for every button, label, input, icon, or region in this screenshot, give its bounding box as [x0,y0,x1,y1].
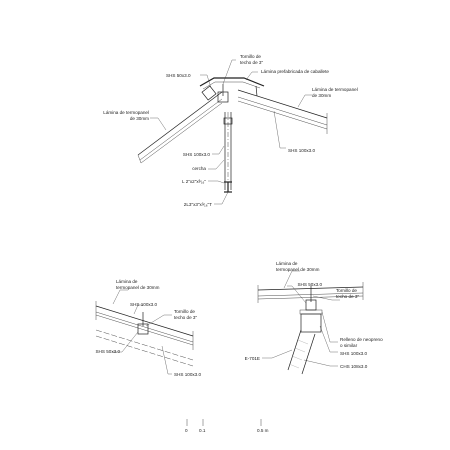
leader [223,60,236,84]
truss-post [224,112,232,190]
scale-bar [185,419,269,433]
leader [298,95,312,107]
neoprene-pad [300,310,322,314]
label-lamina-right: Lámina de termopanel de 30mm [312,87,358,98]
leader [262,350,292,358]
leader [150,118,166,130]
leader [274,111,286,148]
leader [214,192,228,204]
leader [113,290,128,304]
label-shs-100: SHS 100x3.0 [340,351,368,356]
shs-100-post-head [301,314,321,332]
label-shs-100-bottom: SHS 100x3.0 [174,372,202,377]
label-lamina-left: Lámina de termopanel de 30mm [103,110,149,121]
scale-tick-0: 0 [185,428,188,433]
label-cercha: cercha [192,166,206,171]
label-tornillo: Tornillo de techo de 3" [240,54,264,65]
label-shs-100-right: SHS 100x3.0 [288,148,316,153]
leader [212,146,224,154]
label-lamina-caballete: Lámina prefabricada de caballete [261,69,329,74]
label-shs-100-left: SHS 100x3.0 [182,152,210,157]
label-angle-bottom: 2L3"x3"x³⁄₁₆"T [183,202,212,207]
leader [146,315,172,326]
leader [320,326,338,352]
label-shs-50: SHS 50x3.0 [166,73,191,78]
chs-column [288,330,315,374]
leader [208,160,224,169]
label-tornillo: Tornillo de techo de 3" [174,309,198,320]
label-relleno: Relleno de neopreno o similar [340,337,383,348]
label-lamina: Lámina de termopanel de 30mm [276,261,320,272]
leader [304,360,338,366]
label-lamina: Lámina de termopanel de 30mm [116,279,160,290]
leader [162,346,172,374]
label-e701: E-701E [244,356,260,361]
label-angle-top: L 2"x2"x³⁄₁₆" [182,179,206,184]
label-tornillo: Tornillo de techo de 3" [336,288,360,299]
ridge-detail [103,54,357,207]
label-shs-50: SHS 50x3.0 [297,282,322,287]
label-shs-50: SHS 50x3.0 [95,349,120,354]
purlin-detail [95,279,201,377]
scale-tick-05: 0.5 m [257,428,269,433]
roof-screw [256,86,257,96]
leader [246,72,258,80]
shs-100-rafter [96,330,193,366]
label-chs: CHS 108x3.0 [340,364,368,369]
label-shs-100-top: SHS 100x3.0 [130,302,158,307]
leader [208,181,224,183]
scale-tick-01: 0.1 [199,428,206,433]
support-detail [245,261,383,374]
